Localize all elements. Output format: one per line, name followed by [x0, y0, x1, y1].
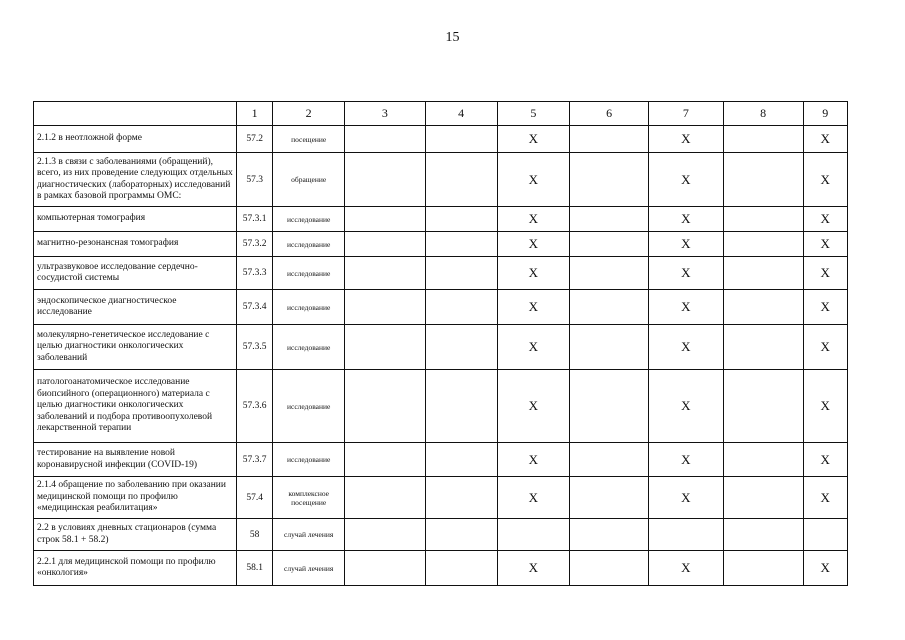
- cell-col-5: X: [497, 257, 570, 290]
- table-row: [34, 443, 848, 477]
- cell-col-7: X: [648, 232, 723, 257]
- header-cell: 3: [345, 102, 426, 126]
- row-unit: случай лечения: [273, 519, 345, 551]
- row-unit: исследование: [273, 290, 345, 325]
- row-description: тестирование на выявление новой коронавирусной инфекции (COVID-19): [34, 443, 237, 477]
- header-cell: 4: [425, 102, 497, 126]
- cell-col-9: X: [803, 477, 848, 519]
- cell-col-9: X: [803, 126, 848, 153]
- cell-col-5: X: [497, 153, 570, 207]
- row-code: 57.3.2: [236, 232, 272, 257]
- row-description: 2.2.1 для медицинской помощи по профилю «онкология»: [34, 551, 237, 586]
- row-code: 57.3.3: [236, 257, 272, 290]
- cell-col-4: [425, 207, 497, 232]
- cell-col-6: [570, 325, 649, 370]
- cell-col-3: [345, 551, 426, 586]
- cell-col-4: [425, 551, 497, 586]
- header-cell: 2: [273, 102, 345, 126]
- header-cell: 1: [236, 102, 272, 126]
- cell-col-4: [425, 370, 497, 443]
- header-row: [34, 102, 848, 126]
- cell-col-8: [723, 477, 803, 519]
- cell-col-8: [723, 207, 803, 232]
- cell-col-7: X: [648, 126, 723, 153]
- cell-col-7: X: [648, 551, 723, 586]
- cell-col-5: X: [497, 370, 570, 443]
- cell-col-8: [723, 257, 803, 290]
- cell-col-5: [497, 519, 570, 551]
- cell-col-8: [723, 519, 803, 551]
- row-unit: посещение: [273, 126, 345, 153]
- cell-col-4: [425, 232, 497, 257]
- cell-col-3: [345, 519, 426, 551]
- cell-col-4: [425, 126, 497, 153]
- cell-col-7: X: [648, 477, 723, 519]
- header-cell: 7: [648, 102, 723, 126]
- cell-col-7: X: [648, 207, 723, 232]
- cell-col-6: [570, 257, 649, 290]
- row-description: патологоанатомическое исследование биопсийного (операционного) материала с целью диагностики онкологических заболеваний и подбора противоопухолевой лекарственной терапии: [34, 370, 237, 443]
- row-unit: исследование: [273, 443, 345, 477]
- cell-col-8: [723, 126, 803, 153]
- header-cell: 9: [803, 102, 848, 126]
- cell-col-5: X: [497, 207, 570, 232]
- cell-col-6: [570, 290, 649, 325]
- table-row: [34, 257, 848, 290]
- header-cell: 5: [497, 102, 570, 126]
- cell-col-9: X: [803, 257, 848, 290]
- row-description: компьютерная томография: [34, 207, 237, 232]
- table-row: [34, 153, 848, 207]
- cell-col-6: [570, 207, 649, 232]
- row-description: 2.1.4 обращение по заболеванию при оказании медицинской помощи по профилю «медицинская реабилитация»: [34, 477, 237, 519]
- row-unit: исследование: [273, 207, 345, 232]
- cell-col-4: [425, 477, 497, 519]
- cell-col-9: X: [803, 443, 848, 477]
- cell-col-9: [803, 519, 848, 551]
- header-cell: 8: [723, 102, 803, 126]
- cell-col-9: X: [803, 207, 848, 232]
- row-unit: исследование: [273, 232, 345, 257]
- cell-col-8: [723, 232, 803, 257]
- row-unit: обращение: [273, 153, 345, 207]
- cell-col-8: [723, 551, 803, 586]
- cell-col-6: [570, 232, 649, 257]
- cell-col-5: X: [497, 443, 570, 477]
- row-description: ультразвуковое исследование сердечно-сосудистой системы: [34, 257, 237, 290]
- cell-col-4: [425, 325, 497, 370]
- row-code: 57.3: [236, 153, 272, 207]
- table-row: [34, 477, 848, 519]
- cell-col-7: X: [648, 153, 723, 207]
- cell-col-3: [345, 207, 426, 232]
- cell-col-8: [723, 370, 803, 443]
- cell-col-4: [425, 257, 497, 290]
- cell-col-5: X: [497, 290, 570, 325]
- cell-col-6: [570, 126, 649, 153]
- table-row: [34, 325, 848, 370]
- cell-col-3: [345, 325, 426, 370]
- row-unit: случай лечения: [273, 551, 345, 586]
- cell-col-9: X: [803, 290, 848, 325]
- cell-col-9: X: [803, 325, 848, 370]
- row-code: 57.3.6: [236, 370, 272, 443]
- cell-col-8: [723, 325, 803, 370]
- cell-col-7: [648, 519, 723, 551]
- row-code: 58: [236, 519, 272, 551]
- cell-col-4: [425, 290, 497, 325]
- table-row: [34, 290, 848, 325]
- cell-col-3: [345, 477, 426, 519]
- row-description: магнитно-резонансная томография: [34, 232, 237, 257]
- cell-col-9: X: [803, 370, 848, 443]
- row-code: 57.4: [236, 477, 272, 519]
- header-cell: [34, 102, 237, 126]
- cell-col-7: X: [648, 290, 723, 325]
- cell-col-3: [345, 257, 426, 290]
- cell-col-9: X: [803, 153, 848, 207]
- row-unit: комплексное посещение: [273, 477, 345, 519]
- row-description: 2.2 в условиях дневных стационаров (сумма строк 58.1 + 58.2): [34, 519, 237, 551]
- row-description: 2.1.3 в связи с заболеваниями (обращений), всего, из них проведение следующих отдельных диагностических (лабораторных) исследований в рамках базовой программы ОМС:: [34, 153, 237, 207]
- table-row: [34, 207, 848, 232]
- cell-col-3: [345, 290, 426, 325]
- row-description: молекулярно-генетическое исследование с целью диагностики онкологических заболеваний: [34, 325, 237, 370]
- cell-col-6: [570, 370, 649, 443]
- cell-col-8: [723, 153, 803, 207]
- cell-col-3: [345, 370, 426, 443]
- cell-col-6: [570, 477, 649, 519]
- row-unit: исследование: [273, 370, 345, 443]
- cell-col-5: X: [497, 232, 570, 257]
- data-table: [33, 101, 848, 586]
- cell-col-5: X: [497, 477, 570, 519]
- row-code: 58.1: [236, 551, 272, 586]
- cell-col-3: [345, 443, 426, 477]
- cell-col-8: [723, 443, 803, 477]
- cell-col-7: X: [648, 325, 723, 370]
- cell-col-4: [425, 443, 497, 477]
- row-code: 57.3.1: [236, 207, 272, 232]
- cell-col-6: [570, 519, 649, 551]
- row-code: 57.3.5: [236, 325, 272, 370]
- cell-col-9: X: [803, 551, 848, 586]
- cell-col-5: X: [497, 551, 570, 586]
- table-row: [34, 126, 848, 153]
- row-description: эндоскопическое диагностическое исследование: [34, 290, 237, 325]
- table-row: [34, 370, 848, 443]
- cell-col-4: [425, 153, 497, 207]
- table-row: [34, 551, 848, 586]
- cell-col-7: X: [648, 370, 723, 443]
- cell-col-7: X: [648, 443, 723, 477]
- cell-col-7: X: [648, 257, 723, 290]
- row-code: 57.3.7: [236, 443, 272, 477]
- cell-col-9: X: [803, 232, 848, 257]
- cell-col-6: [570, 443, 649, 477]
- cell-col-4: [425, 519, 497, 551]
- row-code: 57.2: [236, 126, 272, 153]
- table-row: [34, 232, 848, 257]
- cell-col-5: X: [497, 126, 570, 153]
- table-row: [34, 519, 848, 551]
- row-unit: исследование: [273, 257, 345, 290]
- cell-col-3: [345, 232, 426, 257]
- cell-col-5: X: [497, 325, 570, 370]
- cell-col-3: [345, 126, 426, 153]
- header-cell: 6: [570, 102, 649, 126]
- row-description: 2.1.2 в неотложной форме: [34, 126, 237, 153]
- cell-col-6: [570, 551, 649, 586]
- page-number: 15: [445, 30, 460, 45]
- row-unit: исследование: [273, 325, 345, 370]
- cell-col-3: [345, 153, 426, 207]
- cell-col-6: [570, 153, 649, 207]
- row-code: 57.3.4: [236, 290, 272, 325]
- cell-col-8: [723, 290, 803, 325]
